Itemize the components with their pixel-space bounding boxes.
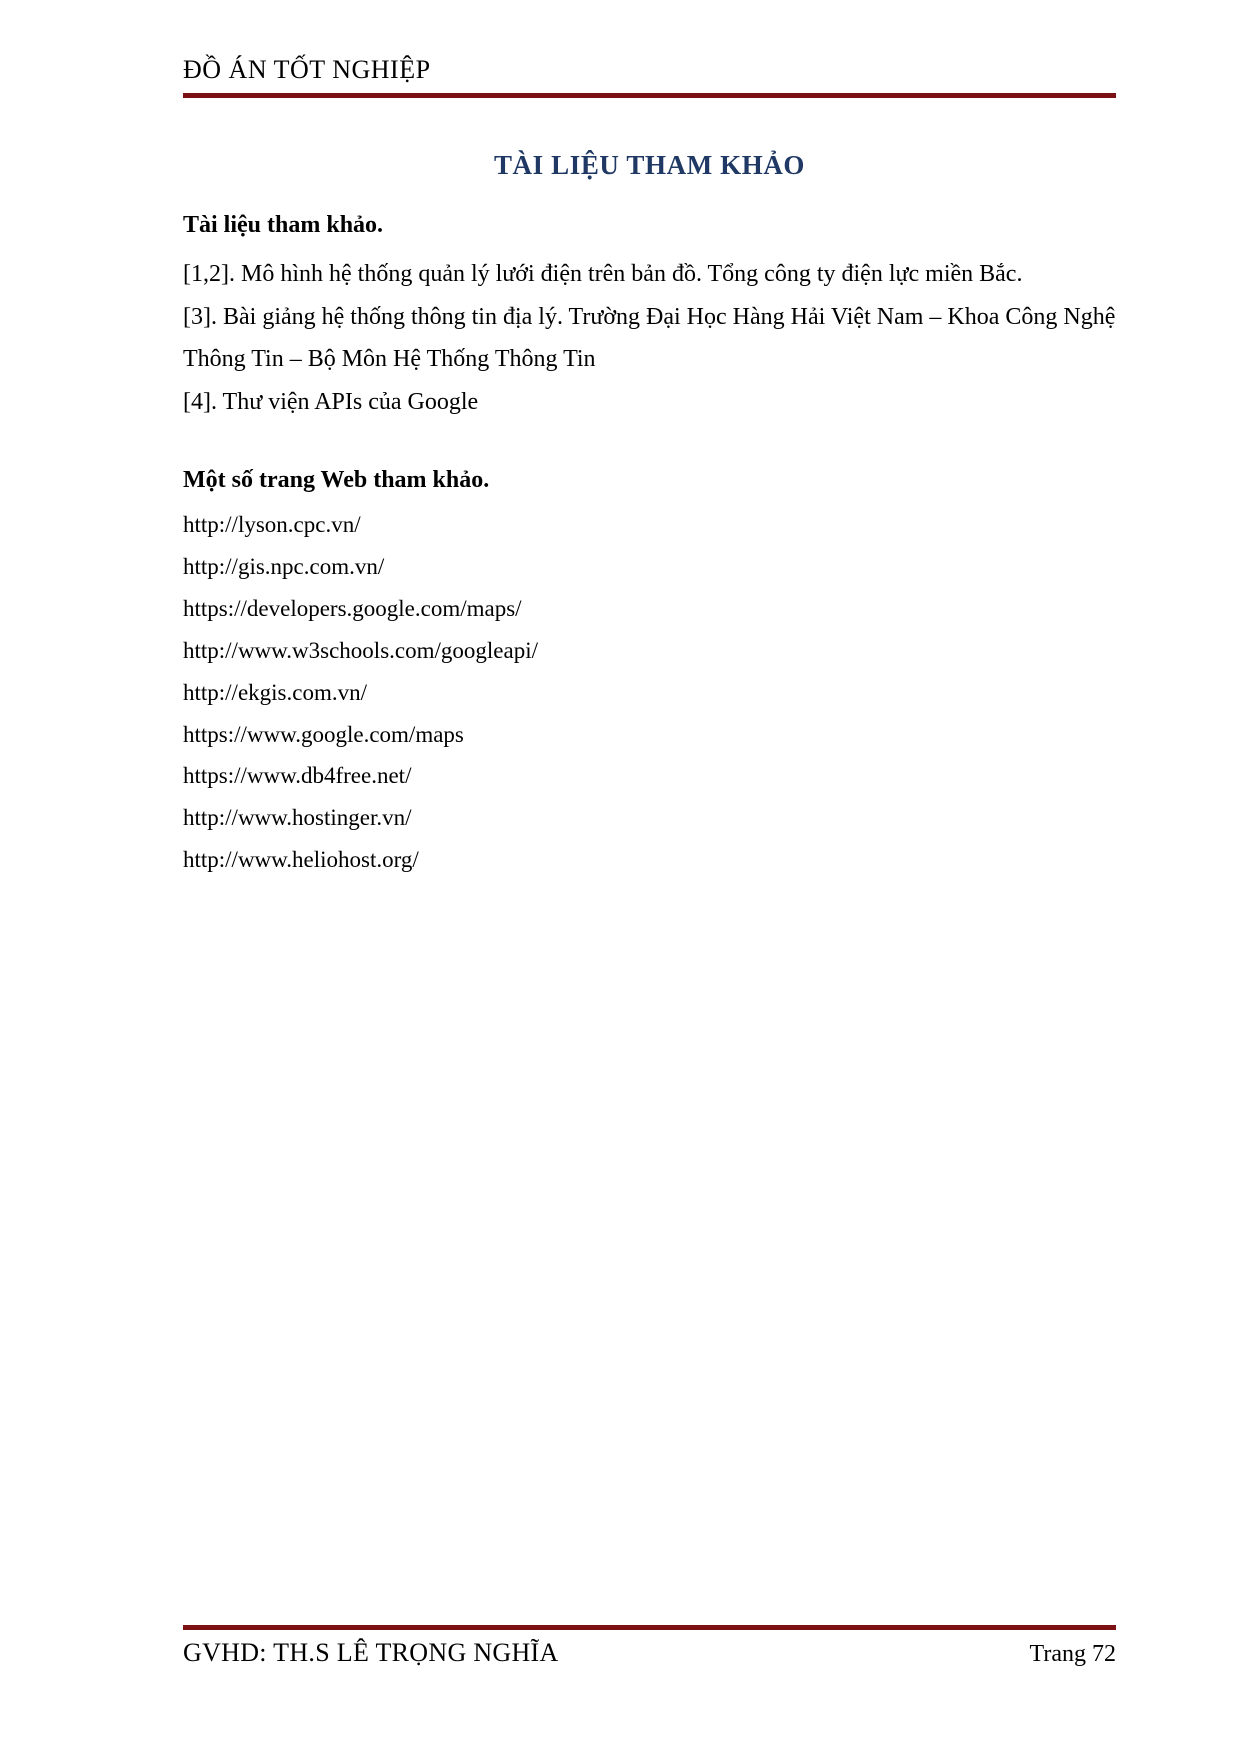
web-link[interactable]: http://lyson.cpc.vn/ <box>183 512 361 538</box>
footer-row <box>183 1638 1116 1668</box>
web-link[interactable]: https://www.db4free.net/ <box>183 763 412 789</box>
document-body <box>183 150 1116 881</box>
header-divider <box>183 93 1116 98</box>
reference-item: [3]. Bài giảng hệ thống thông tin địa lý. Trường Đại Học Hàng Hải Việt Nam – Khoa Công Nghệ Thông Tin – Bộ Môn Hệ Thống Thông Tin <box>183 304 1116 372</box>
web-link[interactable]: http://www.hostinger.vn/ <box>183 805 412 831</box>
web-link[interactable]: http://www.heliohost.org/ <box>183 847 419 873</box>
web-references-heading: Một số trang Web tham khảo. <box>183 467 490 494</box>
references-heading: Tài liệu tham khảo. <box>183 212 384 238</box>
footer-divider <box>183 1625 1116 1630</box>
web-link[interactable]: http://ekgis.com.vn/ <box>183 679 367 705</box>
footer-page-number: Trang 72 <box>1029 1641 1116 1667</box>
section-spacer <box>183 425 1116 467</box>
web-link[interactable]: https://www.google.com/maps <box>183 721 464 747</box>
page-footer <box>183 1625 1116 1668</box>
web-link[interactable]: http://gis.npc.com.vn/ <box>183 554 385 580</box>
web-link[interactable]: https://developers.google.com/maps/ <box>183 595 522 621</box>
reference-item: [4]. Thư viện APIs của Google <box>183 388 479 415</box>
page-header <box>183 56 1116 98</box>
reference-item: [1,2]. Mô hình hệ thống quản lý lưới điện trên bản đồ. Tổng công ty điện lực miền Bắc. <box>183 261 1023 288</box>
web-link[interactable]: http://www.w3schools.com/googleapi/ <box>183 637 538 663</box>
page-title: TÀI LIỆU THAM KHẢO <box>493 150 806 180</box>
header-title: ĐỒ ÁN TỐT NGHIỆP <box>183 55 431 84</box>
footer-advisor: GVHD: TH.S LÊ TRỌNG NGHĨA <box>183 1638 559 1667</box>
